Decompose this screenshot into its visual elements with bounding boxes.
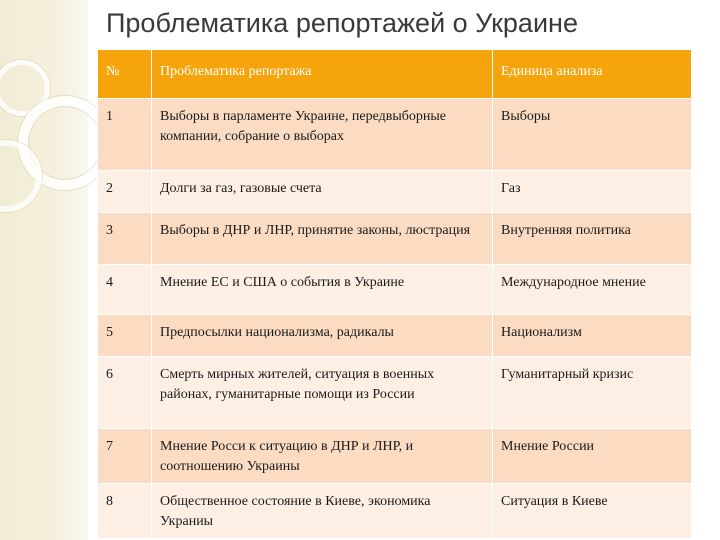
table-row	[98, 99, 692, 171]
row-unit: Национализм	[493, 315, 692, 357]
row-number: 7	[98, 429, 152, 484]
row-number: 6	[98, 357, 152, 429]
row-unit: Внутренняя политика	[493, 213, 692, 265]
table-row	[98, 265, 692, 315]
row-topic: Общественное состояние в Киеве, экономика Украниы	[152, 484, 493, 539]
row-topic: Предпосылки национализма, радикалы	[152, 315, 493, 357]
row-number: 3	[98, 213, 152, 265]
decorative-side-band	[0, 0, 88, 540]
row-topic: Долги за газ, газовые счета	[152, 171, 493, 213]
table-row	[98, 315, 692, 357]
row-number: 1	[98, 99, 152, 171]
row-unit: Ситуация в Киеве	[493, 484, 692, 539]
header-number: №	[98, 50, 152, 99]
row-unit: Мнение России	[493, 429, 692, 484]
row-topic: Мнение ЕС и США о события в Украине	[152, 265, 493, 315]
row-unit: Международное мнение	[493, 265, 692, 315]
slide-title: Проблематика репортажей о Украине	[106, 8, 578, 38]
table-header-row	[98, 50, 692, 99]
table-row	[98, 484, 692, 539]
table-row	[98, 429, 692, 484]
table-row	[98, 357, 692, 429]
row-topic: Смерть мирных жителей, ситуация в военных районах, гуманитарные помощи из России	[152, 357, 493, 429]
row-topic: Мнение Росси к ситуацию в ДНР и ЛНР, и соотношению Украины	[152, 429, 493, 484]
row-number: 8	[98, 484, 152, 539]
row-number: 4	[98, 265, 152, 315]
table-row	[98, 213, 692, 265]
header-topic: Проблематика репортажа	[152, 50, 493, 99]
row-unit: Газ	[493, 171, 692, 213]
row-unit: Выборы	[493, 99, 692, 171]
row-unit: Гуманитарный кризис	[493, 357, 692, 429]
row-topic: Выборы в парламенте Украине, передвыборные компании, собрание о выборах	[152, 99, 493, 171]
header-unit: Единица анализа	[493, 50, 692, 99]
row-number: 2	[98, 171, 152, 213]
table-row	[98, 171, 692, 213]
row-number: 5	[98, 315, 152, 357]
topics-table	[97, 49, 692, 539]
row-topic: Выборы в ДНР и ЛНР, принятие законы, люстрация	[152, 213, 493, 265]
